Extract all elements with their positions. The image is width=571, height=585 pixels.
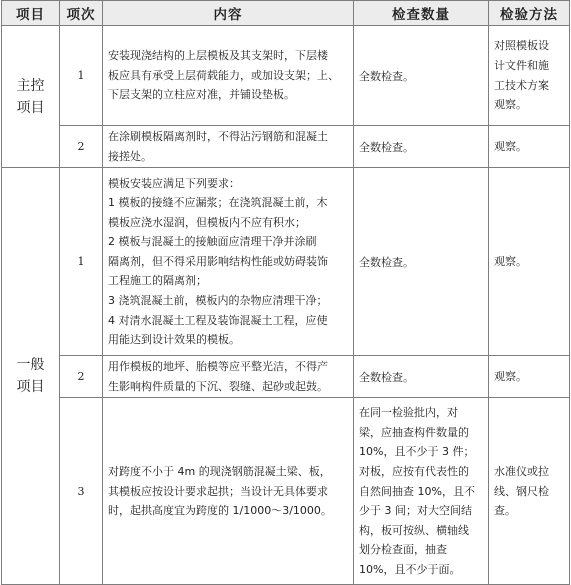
content-line: 2 模板与混凝土的接触面应清理干净并涂刷	[108, 235, 317, 249]
content-line: 3 浇筑混凝土前，模板内的杂物应清理干净；	[108, 294, 328, 308]
content-line: 用能达到设计效果的模板。	[108, 333, 240, 347]
qty-line: 10%，且不少于 3 件；	[359, 445, 475, 459]
inspection-method: 观察。	[489, 168, 570, 356]
content-line: 其模板应按设计要求起拱；当设计无具体要求	[108, 484, 328, 498]
qty-line: 梁，应抽查构件数量的	[359, 425, 469, 439]
content-line: 对跨度不小于 4m 的现浇钢筋混凝土梁、板，	[108, 464, 331, 478]
category-label-line: 一般	[16, 357, 45, 374]
content-line: 模板应浇水湿润，但模板内不应有积水；	[108, 215, 306, 229]
item-number: 2	[60, 126, 103, 168]
content-line: 4 对清水混凝土工程及装饰混凝土工程，应使	[108, 313, 328, 327]
item-number: 1	[60, 26, 103, 126]
table-row	[2, 168, 570, 356]
item-number: 1	[60, 168, 103, 356]
category-label-line: 项目	[16, 99, 45, 116]
qty-line: 自然间抽查 10%，且不	[359, 484, 475, 498]
table-row	[2, 356, 570, 398]
method-line: 观察。	[494, 98, 527, 112]
item-content	[103, 126, 354, 168]
header-row	[2, 1, 570, 26]
item-content	[103, 26, 354, 126]
content-line: 下层支架的立柱应对准，并铺设垫板。	[108, 88, 295, 102]
inspection-method: 观察。	[489, 126, 570, 168]
header-item-no: 项次	[60, 1, 103, 26]
header-inspection-method: 检验方法	[489, 1, 570, 26]
item-content	[103, 168, 354, 356]
category-general	[2, 168, 60, 585]
inspection-qty: 全数检查。	[354, 168, 489, 356]
header-category: 项目	[2, 1, 60, 26]
inspection-method	[489, 398, 570, 585]
method-line: 查。	[494, 504, 516, 518]
header-inspection-qty: 检查数量	[354, 1, 489, 26]
inspection-method: 观察。	[489, 356, 570, 398]
qty-line: 划分检查面，抽查	[359, 543, 447, 557]
category-label-line: 项目	[16, 379, 45, 396]
table-row	[2, 126, 570, 168]
content-line: 工程施工的隔离剂；	[108, 274, 207, 288]
content-line: 模板安装应满足下列要求：	[108, 176, 240, 190]
content-line: 板应具有承受上层荷载能力，或加设支架；上、	[108, 68, 339, 82]
content-line: 用作模板的地坪、胎模等应平整光洁，不得产	[108, 360, 328, 374]
qty-line: 在同一检验批内，对	[359, 406, 458, 420]
content-line: 时，起拱高度宜为跨度的 1/1000～3/1000。	[108, 504, 332, 518]
inspection-qty	[354, 398, 489, 585]
content-line: 生影响构件质量的下沉、裂缝、起砂或起鼓。	[108, 379, 328, 393]
method-line: 计文件和施	[494, 58, 549, 72]
item-number: 3	[60, 398, 103, 585]
inspection-qty: 全数检查。	[354, 126, 489, 168]
item-number: 2	[60, 356, 103, 398]
content-line: 1 模板的接缝不应漏浆；在浇筑混凝土前，木	[108, 196, 328, 210]
item-content	[103, 356, 354, 398]
qty-line: 对板，应按有代表性的	[359, 464, 469, 478]
inspection-qty: 全数检查。	[354, 26, 489, 126]
inspection-table	[1, 0, 570, 585]
content-line: 接搓处。	[108, 149, 152, 163]
qty-line: 少于 3 间；对大空间结	[359, 504, 472, 518]
qty-line: 10%，且不少于面。	[359, 562, 461, 576]
method-line: 工技术方案	[494, 78, 549, 92]
table-row	[2, 398, 570, 585]
qty-line: 构，板可按纵、横轴线	[359, 523, 469, 537]
method-line: 水准仪或拉	[494, 464, 549, 478]
content-line: 在涂刷模板隔离剂时，不得沾污钢筋和混凝土	[108, 130, 328, 143]
inspection-method	[489, 26, 570, 126]
method-line: 对照模板设	[494, 39, 549, 53]
category-label-line: 主控	[16, 77, 45, 94]
inspection-qty: 全数检查。	[354, 356, 489, 398]
content-line: 隔离剂，但不得采用影响结构性能或妨碍装饰	[108, 254, 328, 268]
method-line: 线、钢尺检	[494, 484, 549, 498]
header-content: 内容	[103, 1, 354, 26]
category-main-control	[2, 26, 60, 168]
table-row	[2, 26, 570, 126]
item-content	[103, 398, 354, 585]
content-line: 安装现浇结构的上层模板及其支架时，下层楼	[108, 49, 328, 63]
